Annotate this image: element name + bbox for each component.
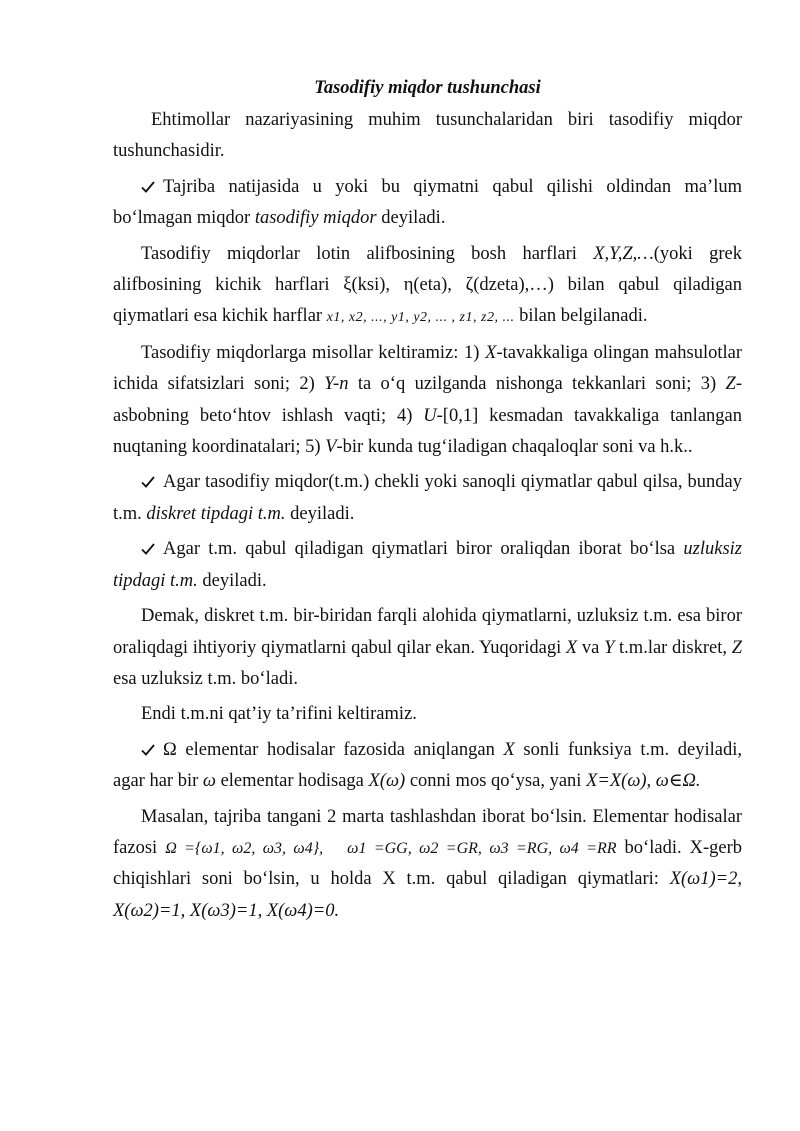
paragraph-summary: Demak, diskret t.m. bir-biridan farqli alohida qiymatlarni, uzluksiz t.m. esa biror oraliqdagi ihtiyoriy qiymatlarni qabul qilar ekan. Yuqoridagi X va Y t.m.lar diskret, Z esa uzluksiz t.m. bo‘ladi. [113, 606, 742, 689]
paragraph-examples: Tasodifiy miqdorlarga misollar keltiramiz: 1) X-tavakkaliga olingan mahsulotlar ichida sifatsizlari soni; 2) Y-n ta o‘q uzilganda nishonga tekkanlari soni; 3) Z-asbobning beto‘htov ishlash vaqti; 4) U-[0,1] kesmadan tavakkaliga tanlangan nuqtaning koordinatalari; 5) V-bir kunda tug‘iladigan chaqaloqlar soni va h.k.. [113, 342, 742, 458]
sample-space-formula: Ω ={ω1, ω2, ω3, ω4}, [165, 839, 324, 857]
paragraph-continuous: Agar t.m. qabul qiladigan qiymatlari biror oraliqdan iborat bo‘lsa uzluksiz tipdagi t.m. deyiladi. [113, 534, 742, 597]
values-notation-formula: x1, x2, ..., y1, y2, ... , z1, z2, ... [326, 310, 515, 326]
paragraph-notation: Tasodifiy miqdorlar lotin alifbosining bosh harflari X,Y,Z,…(yoki grek alifbosining kichik harflari ξ(ksi), η(eta), ζ(dzeta),…) bilan qabul qiladigan qiymatlari esa kichik harflar x1, x2, ..., y1, y2, ... , z1, z2, ... bilan belgilanadi. [113, 243, 742, 327]
paragraph-definition-random-variable: Tajriba natijasida u yoki bu qiymatni qabul qilishi oldindan ma’lum bo‘lmagan miqdor tasodifiy miqdor deyiladi. [113, 172, 742, 235]
paragraph-example-coin: Masalan, tajriba tangani 2 marta tashlashdan iborat bo‘lsin. Elementar hodisalar fazosi Ω ={ω1, ω2, ω3, ω4}, ω1 =GG, ω2 =GR, ω3 =RG, ω4 =RR bo‘ladi. X-gerb chiqishlari soni bo‘lsin, u holda X t.m. qabul qiladigan qiymatlari: X(ω1)=2, X(ω2)=1, X(ω3)=1, X(ω4)=0. [113, 806, 742, 921]
paragraph-intro: Ehtimollar nazariyasining muhim tusunchalaridan biri tasodifiy miqdor tushunchasidir. [113, 110, 742, 162]
document-page [113, 74, 742, 931]
paragraph-discrete: Agar tasodifiy miqdor(t.m.) chekli yoki sanoqli qiymatlar qabul qilsa, bunday t.m. diskret tipdagi t.m. deyiladi. [113, 467, 742, 530]
check-mark-icon [141, 467, 163, 498]
elementary-events-formula: ω1 =GG, ω2 =GR, ω3 =RG, ω4 =RR [347, 839, 617, 857]
document-title: Tasodifiy miqdor tushunchasi [314, 78, 541, 98]
check-mark-icon [141, 735, 163, 766]
paragraph-strict-definition: Ω elementar hodisalar fazosida aniqlangan X sonli funksiya t.m. deyiladi, agar har bir ω elementar hodisaga X(ω) conni mos qo‘ysa, yani X=X(ω), ω∈Ω. [113, 735, 742, 798]
paragraph-strict-definition-intro: Endi t.m.ni qat’iy ta’rifini keltiramiz. [141, 704, 417, 725]
check-mark-icon [141, 172, 163, 203]
check-mark-icon [141, 534, 163, 565]
